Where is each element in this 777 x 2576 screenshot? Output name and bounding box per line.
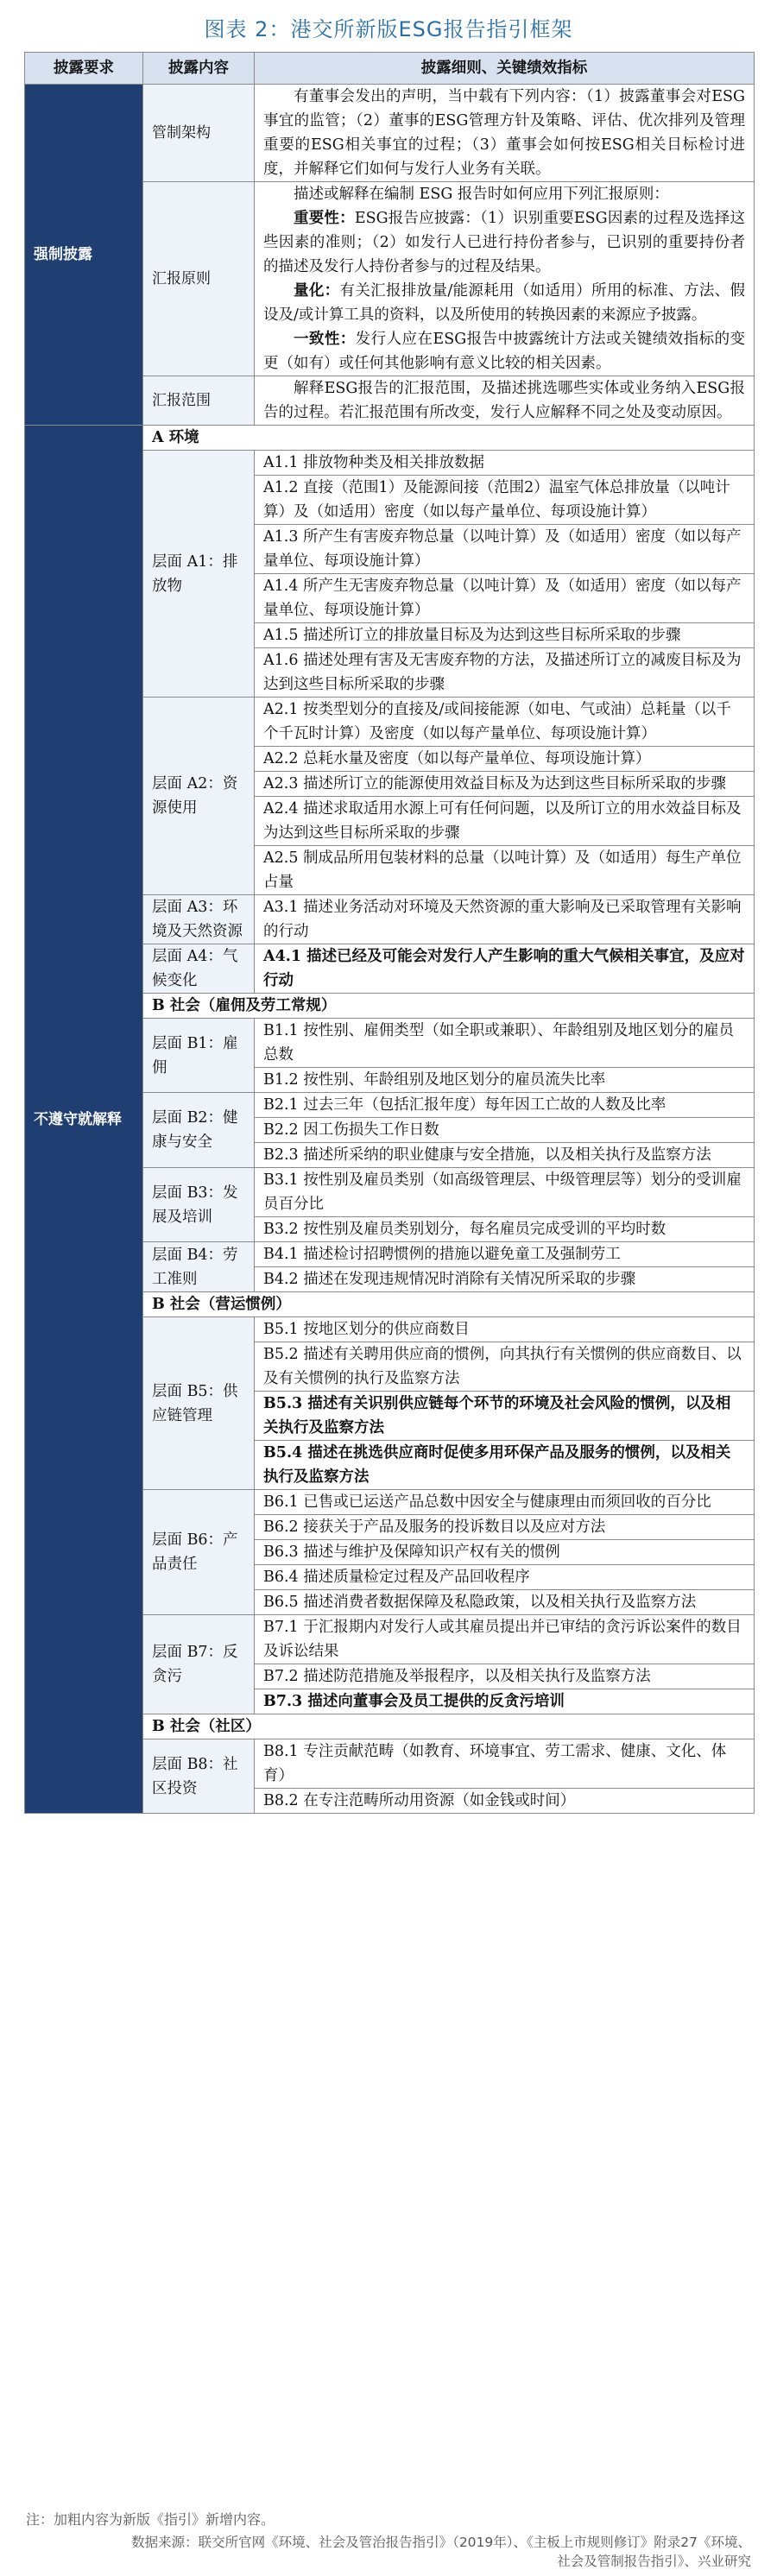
indicator-cell: B3.1 按性别及雇员类别（如高级管理层、中级管理层等）划分的受训雇员百分比	[255, 1168, 755, 1217]
indicator-cell: B7.3 描述向董事会及员工提供的反贪污培训	[255, 1689, 755, 1714]
indicator-cell: B5.4 描述在挑选供应商时促使多用环保产品及服务的惯例，以及相关执行及监察方法	[255, 1441, 755, 1490]
area-cell: 层面 B6：产品责任	[143, 1490, 255, 1615]
area-cell: 层面 B3：发展及培训	[143, 1168, 255, 1242]
indicator-cell: A1.2 直接（范围1）及能源间接（范围2）温室气体总排放量（以吨计算）及（如适用）密度（如以每产量单位、每项设施计算）	[255, 476, 755, 525]
area-cell: 层面 B5：供应链管理	[143, 1317, 255, 1490]
indicator-cell: B8.2 在专注范畴所动用资源（如金钱或时间）	[255, 1789, 755, 1814]
detail-cell	[255, 85, 755, 182]
detail-paragraph	[263, 206, 745, 279]
area-cell: 层面 A4：气候变化	[143, 944, 255, 994]
lead-term: 重要性：	[294, 210, 355, 227]
detail-paragraph	[263, 279, 745, 327]
table-row	[25, 85, 755, 182]
indicator-cell: A2.1 按类型划分的直接及/或间接能源（如电、气或油）总耗量（以千个千瓦时计算）及密度（如以每产量单位、每项设施计算）	[255, 698, 755, 747]
header-requirement: 披露要求	[25, 53, 143, 85]
indicator-cell: B2.3 描述所采纳的职业健康与安全措施，以及相关执行及监察方法	[255, 1143, 755, 1168]
indicator-cell: A2.5 制成品所用包装材料的总量（以吨计算）及（如适用）每生产单位占量	[255, 846, 755, 895]
indicator-cell: B1.1 按性别、雇佣类型（如全职或兼职）、年龄组别及地区划分的雇员总数	[255, 1019, 755, 1068]
section-social-employment: B 社会（雇佣及劳工常规）	[143, 994, 755, 1019]
indicator-cell: B5.2 描述有关聘用供应商的惯例，向其执行有关惯例的供应商数目、以及有关惯例的执行及监察方法	[255, 1342, 755, 1392]
area-cell: 层面 B4：劳工准则	[143, 1242, 255, 1292]
header-content: 披露内容	[143, 53, 255, 85]
indicator-cell: B4.2 描述在发现违规情况时消除有关情况所采取的步骤	[255, 1267, 755, 1292]
detail-text: 发行人应在ESG报告中披露统计方法或关键绩效指标的变更（如有）或任何其他影响有意义比较的相关因素。	[263, 331, 746, 372]
area-cell: 层面 B2：健康与安全	[143, 1093, 255, 1168]
indicator-cell: B6.2 接获关于产品及服务的投诉数目以及应对方法	[255, 1515, 755, 1540]
section-social-operations: B 社会（营运惯例）	[143, 1292, 755, 1317]
area-cell: 层面 A3：环境及天然资源	[143, 895, 255, 944]
indicator-cell: A4.1 描述已经及可能会对发行人产生影响的重大气候相关事宜，及应对行动	[255, 944, 755, 994]
area-cell: 层面 B8：社区投资	[143, 1739, 255, 1814]
detail-cell	[255, 376, 755, 426]
content-cell: 管制架构	[143, 85, 255, 182]
indicator-cell: B2.2 因工伤损失工作日数	[255, 1118, 755, 1143]
indicator-cell: B1.2 按性别、年龄组别及地区划分的雇员流失比率	[255, 1068, 755, 1093]
indicator-cell: B6.3 描述与维护及保障知识产权有关的惯例	[255, 1540, 755, 1565]
indicator-cell: A2.3 描述所订立的能源使用效益目标及为达到这些目标所采取的步骤	[255, 772, 755, 797]
content-cell: 汇报原则	[143, 182, 255, 376]
indicator-cell: A1.1 排放物种类及相关排放数据	[255, 451, 755, 476]
indicator-cell: B3.2 按性别及雇员类别划分，每名雇员完成受训的平均时数	[255, 1217, 755, 1242]
footnote: 注：加粗内容为新版《指引》新增内容。	[26, 2511, 275, 2528]
detail-paragraph	[263, 327, 745, 376]
indicator-cell: B6.1 已售或已运送产品总数中因安全与健康理由而须回收的百分比	[255, 1490, 755, 1515]
area-cell: 层面 A2：资源使用	[143, 698, 255, 895]
indicator-cell: B5.3 描述有关识别供应链每个环节的环境及社会风险的惯例，以及相关执行及监察方法	[255, 1392, 755, 1441]
indicator-cell: A2.4 描述求取适用水源上可有任何问题，以及所订立的用水效益目标及为达到这些目标所采取的步骤	[255, 797, 755, 846]
section-environment: A 环境	[143, 426, 755, 451]
indicator-cell: B7.1 于汇报期内对发行人或其雇员提出并已审结的贪污诉讼案件的数目及诉讼结果	[255, 1615, 755, 1664]
indicator-cell: B6.4 描述质量检定过程及产品回收程序	[255, 1565, 755, 1590]
indicator-cell: A2.2 总耗水量及密度（如以每产量单位、每项设施计算）	[255, 747, 755, 772]
indicator-cell: B5.1 按地区划分的供应商数目	[255, 1317, 755, 1342]
indicator-cell: A1.3 所产生有害废弃物总量（以吨计算）及（如适用）密度（如以每产量单位、每项设施计算）	[255, 525, 755, 574]
area-cell: 层面 A1：排放物	[143, 451, 255, 698]
lead-term: 一致性：	[294, 331, 356, 348]
detail-paragraph: 有董事会发出的声明，当中载有下列内容：（1）披露董事会对ESG事宜的监管；（2）董事的ESG管理方针及策略、评估、优次排列及管理重要的ESG相关事宜的过程；（3）董事会如何按ESG相关目标检讨进度，并解释它们如何与发行人业务有关联。	[263, 88, 745, 178]
indicator-cell: A1.6 描述处理有害及无害废弃物的方法，及描述所订立的减废目标及为达到这些目标所采取的步骤	[255, 648, 755, 698]
content-cell: 汇报范围	[143, 376, 255, 426]
detail-text: 有关汇报排放量/能源耗用（如适用）所用的标准、方法、假设及/或计算工具的资料，以及所使用的转换因素的来源应予披露。	[263, 282, 745, 324]
indicator-cell: B2.1 过去三年（包括汇报年度）每年因工亡故的人数及比率	[255, 1093, 755, 1118]
header-details: 披露细则、关键绩效指标	[255, 53, 755, 85]
indicator-cell: A1.5 描述所订立的排放量目标及为达到这些目标所采取的步骤	[255, 623, 755, 648]
header-row	[25, 53, 755, 85]
category-mandatory: 强制披露	[25, 85, 143, 426]
detail-text: ESG报告应披露：（1）识别重要ESG因素的过程及选择这些因素的准则；（2）如发行人已进行持份者参与，已识别的重要持份者的描述及发行人持份者参与的过程及结果。	[263, 210, 746, 275]
detail-paragraph: 描述或解释在编制 ESG 报告时如何应用下列汇报原则：	[294, 186, 669, 203]
indicator-cell: B8.1 专注贡献范畴（如教育、环境事宜、劳工需求、健康、文化、体育）	[255, 1739, 755, 1789]
indicator-cell: A1.4 所产生无害废弃物总量（以吨计算）及（如适用）密度（如以每产量单位、每项设施计算）	[255, 574, 755, 623]
indicator-cell: B4.1 描述检讨招聘惯例的措施以避免童工及强制劳工	[255, 1242, 755, 1267]
detail-paragraph: 解释ESG报告的汇报范围，及描述挑选哪些实体或业务纳入ESG报告的过程。若汇报范围有所改变，发行人应解释不同之处及变动原因。	[263, 380, 745, 421]
area-cell: 层面 B7：反贪污	[143, 1615, 255, 1714]
section-social-community: B 社会（社区）	[143, 1714, 755, 1739]
indicator-cell: B7.2 描述防范措施及举报程序，以及相关执行及监察方法	[255, 1664, 755, 1689]
category-comply-or-explain: 不遵守就解释	[25, 426, 143, 1814]
detail-cell	[255, 182, 755, 376]
lead-term: 量化：	[294, 282, 340, 300]
section-row	[25, 426, 755, 451]
area-cell: 层面 B1：雇佣	[143, 1019, 255, 1093]
indicator-cell: A3.1 描述业务活动对环境及天然资源的重大影响及已采取管理有关影响的行动	[255, 895, 755, 944]
esg-framework-table	[24, 52, 755, 1814]
page-title: 图表 2：港交所新版ESG报告指引框架	[204, 17, 573, 41]
source-note: 数据来源：联交所官网《环境、社会及管治报告指引》（2019年）、《主板上市规则修订》附录27《环境、社会及管制报告指引》、兴业研究	[131, 2535, 751, 2569]
indicator-cell: B6.5 描述消费者数据保障及私隐政策，以及相关执行及监察方法	[255, 1590, 755, 1615]
